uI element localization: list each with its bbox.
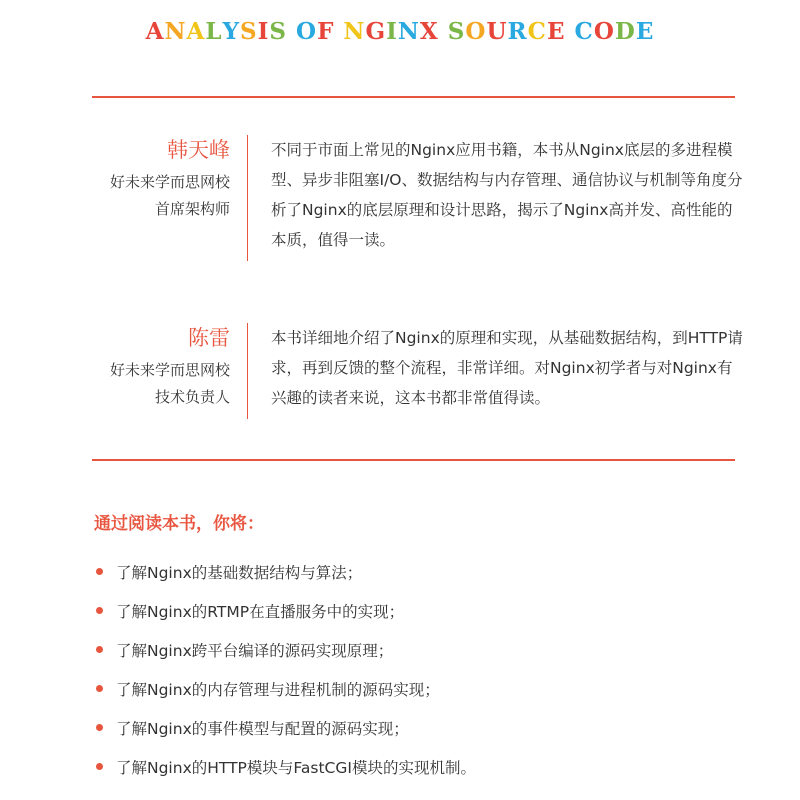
list-item: 了解Nginx的HTTP模块与FastCGI模块的实现机制。 [96,747,476,786]
bullet-icon [96,763,103,770]
reviewer-org: 好未来学而思网校 [109,173,230,191]
book-title [0,18,800,45]
title-letter: F [317,18,335,45]
title-letter: S [269,18,287,45]
title-letter: I [386,18,398,45]
title-letter: U [486,18,508,45]
title-letter: C [574,18,594,45]
title-letter: O [593,18,615,45]
title-letter: A [145,18,165,45]
title-letter [439,18,448,45]
title-letter: S [239,18,258,45]
reviewer-info [60,323,230,411]
top-divider [92,96,735,98]
vertical-divider [247,323,248,419]
benefits-heading: 通过阅读本书，你将： [94,514,264,534]
bullet-icon [96,568,103,575]
title-letter: X [419,18,439,45]
bullet-icon [96,607,103,614]
title-letter: R [507,18,528,45]
reviewer-name: 韩天峰 [167,138,230,162]
title-letter: G [365,18,387,45]
title-letter: D [614,18,636,45]
title-letter: N [164,18,187,45]
title-letter: S [447,18,466,45]
title-letter: O [465,18,487,45]
bullet-icon [96,646,103,653]
title-letter [565,18,574,45]
title-letter: N [397,18,420,45]
bottom-divider [92,459,735,461]
reviewer-quote: 本书详细地介绍了Nginx的原理和实现，从基础数据结构，到HTTP请求，再到反馈的整个流程，非常详细。对Nginx初学者与对Nginx有兴趣的读者来说，这本书都非常值得读。 [271,329,743,407]
title-letter [334,18,343,45]
reviewer-org: 好未来学而思网校 [109,361,230,379]
title-letter: E [546,18,566,45]
vertical-divider [247,135,248,261]
title-letter [287,18,296,45]
list-item: 了解Nginx的基础数据结构与算法； [96,552,476,591]
list-item: 了解Nginx的内存管理与进程机制的源码实现； [96,669,476,708]
title-letter: L [205,18,223,45]
reviewer-name: 陈雷 [188,326,230,350]
title-letter: Y [222,18,240,45]
title-letter: O [296,18,318,45]
title-letter: C [527,18,547,45]
list-item: 了解Nginx的事件模型与配置的源码实现； [96,708,476,747]
reviewer-quote: 不同于市面上常见的Nginx应用书籍，本书从Nginx底层的多进程模型、异步非阻塞I/O、数据结构与内存管理、通信协议与机制等角度分析了Nginx的底层原理和设计思路，揭示了Nginx高并发、高性能的本质，值得一读。 [271,141,743,249]
reviewer-role: 技术负责人 [154,388,230,406]
benefit-list [96,552,476,786]
list-item: 了解Nginx跨平台编译的源码实现原理； [96,630,476,669]
reviewer-info [60,135,230,223]
title-letter: E [635,18,655,45]
title-letter: I [257,18,270,45]
reviewer-role: 首席架构师 [154,200,230,218]
bullet-icon [96,685,103,692]
list-item: 了解Nginx的RTMP在直播服务中的实现； [96,591,476,630]
title-letter: N [343,18,366,45]
title-letter: A [186,18,206,45]
bullet-icon [96,724,103,731]
